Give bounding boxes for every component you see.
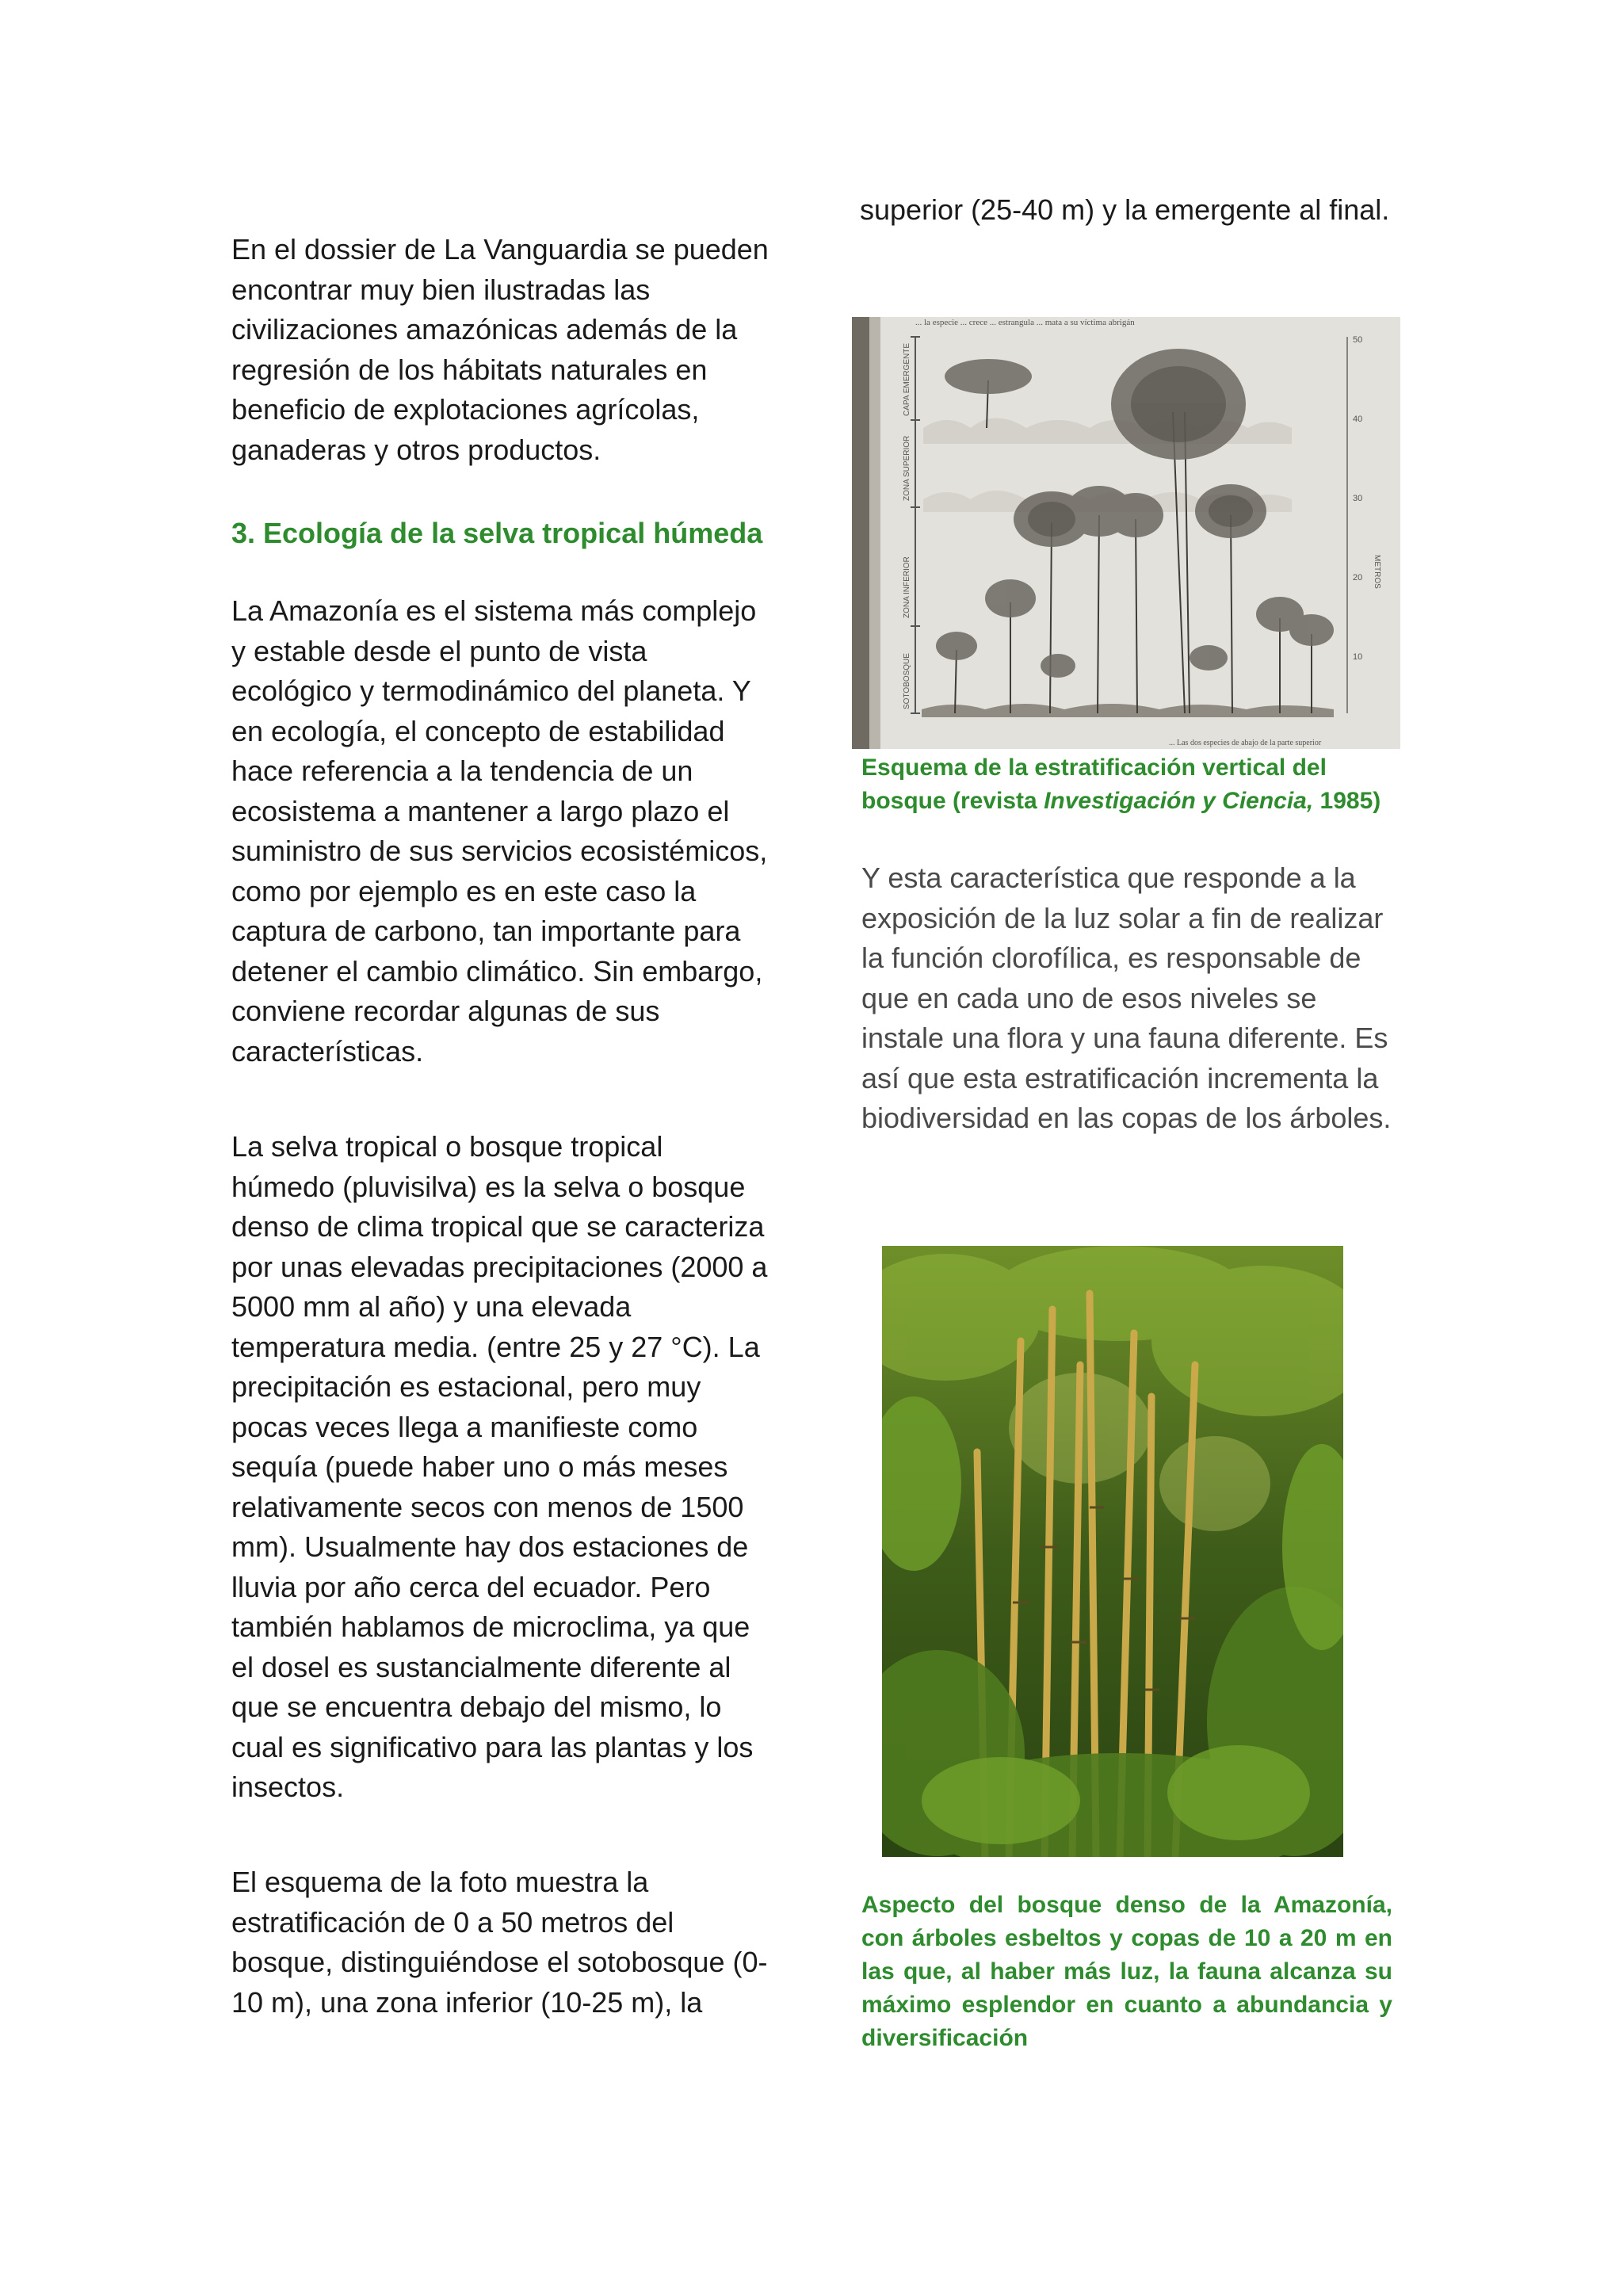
diagram-top-text: ... la especie ... crece ... estrangula ... mata a su víctima abrigán xyxy=(915,318,1135,327)
paragraph-amazonia: La Amazonía es el sistema más complejo y estable desde el punto de vista ecológico y termodinámico del planeta. Y en ecología, el concepto de estabilidad hace referencia a la tendencia de un ecosistema a mantener a largo plazo el suministro de sus servicios ecosistémicos, como por ejemplo es en este caso la captura de carbono, tan importante para detener el cambio climático. Sin embargo, conviene recordar algunas de sus características. xyxy=(231,594,768,1068)
figure1-caption-pre: Esquema de la estratificación vertical del bosque (revista xyxy=(861,755,1327,814)
right-column-top xyxy=(860,190,1399,231)
continuation-paragraph: superior (25-40 m) y la emergente al final. xyxy=(860,193,1390,226)
right-column-body xyxy=(861,858,1400,1139)
label-capa-emergente: CAPA EMERGENTE xyxy=(903,342,911,416)
label-zona-superior: ZONA SUPERIOR xyxy=(903,435,911,501)
paragraph-luz-solar: Y esta característica que responde a la exposición de la luz solar a fin de realizar la función clorofílica, es responsable de que en cada uno de esos niveles se instale una flora y una fauna diferente. Es así que esta estratificación incrementa la biodiversidad en las copas de los árboles. xyxy=(861,861,1392,1134)
scale-tick-40: 40 xyxy=(1353,415,1363,424)
scale-tick-20: 20 xyxy=(1353,573,1363,583)
scale-tick-50: 50 xyxy=(1353,335,1363,345)
paragraph-esquema: El esquema de la foto muestra la estratificación de 0 a 50 metros del bosque, distinguiéndose el sotobosque (0-10 m), una zona inferior (10-25 m), la xyxy=(231,1866,768,2019)
label-zona-inferior: ZONA INFERIOR xyxy=(903,556,911,618)
paragraph-selva-tropical: La selva tropical o bosque tropical húmedo (pluvisilva) es la selva o bosque denso de clima tropical que se caracteriza por unas elevadas precipitaciones (2000 a 5000 mm al año) y una elevada temperatura media. (entre 25 y 27 °C). La precipitación es estacional, pero muy pocas veces llega a manifieste como sequía (puede haber uno o más meses relativamente secos con menos de 1500 mm). Usualmente hay dos estaciones de lluvia por año cerca del ecuador. Pero también hablamos de microclima, ya que el dosel es sustancialmente diferente al que se encuentra debajo del mismo, lo cual es significativo para las plantas y los insectos. xyxy=(231,1130,768,1803)
figure2-caption: Aspecto del bosque denso de la Amazonía, con árboles esbeltos y copas de 10 a 20 m en las que, al haber más luz, la fauna alcanza su máximo esplendor en cuanto a abundancia y diversificación xyxy=(861,1892,1392,2051)
diagram-bottom-text: ... Las dos especies de abajo de la parte superior xyxy=(1169,739,1322,747)
left-paragraph-2 xyxy=(231,1127,770,1808)
figure1-caption-journal: Investigación y Ciencia, xyxy=(1044,788,1314,814)
label-sotobosque: SOTOBOSQUE xyxy=(903,653,911,709)
left-intro xyxy=(231,230,770,470)
left-paragraph-1 xyxy=(231,591,770,1072)
scale-label-metros: METROS xyxy=(1373,555,1381,589)
amazon-forest-photo xyxy=(882,1246,1343,1857)
section-heading: 3. Ecología de la selva tropical húmeda xyxy=(231,517,763,549)
scale-tick-30: 30 xyxy=(1353,494,1363,503)
figure1-caption xyxy=(861,751,1416,818)
stratification-diagram-image xyxy=(852,317,1400,749)
scale-tick-10: 10 xyxy=(1353,652,1363,662)
figure1-caption-post: 1985) xyxy=(1313,788,1381,814)
left-paragraph-3 xyxy=(231,1862,770,2023)
intro-paragraph: En el dossier de La Vanguardia se pueden encontrar muy bien ilustradas las civilizaciones amazónicas además de la regresión de los hábitats naturales en beneficio de explotaciones agrícolas, ganaderas y otros productos. xyxy=(231,233,769,466)
